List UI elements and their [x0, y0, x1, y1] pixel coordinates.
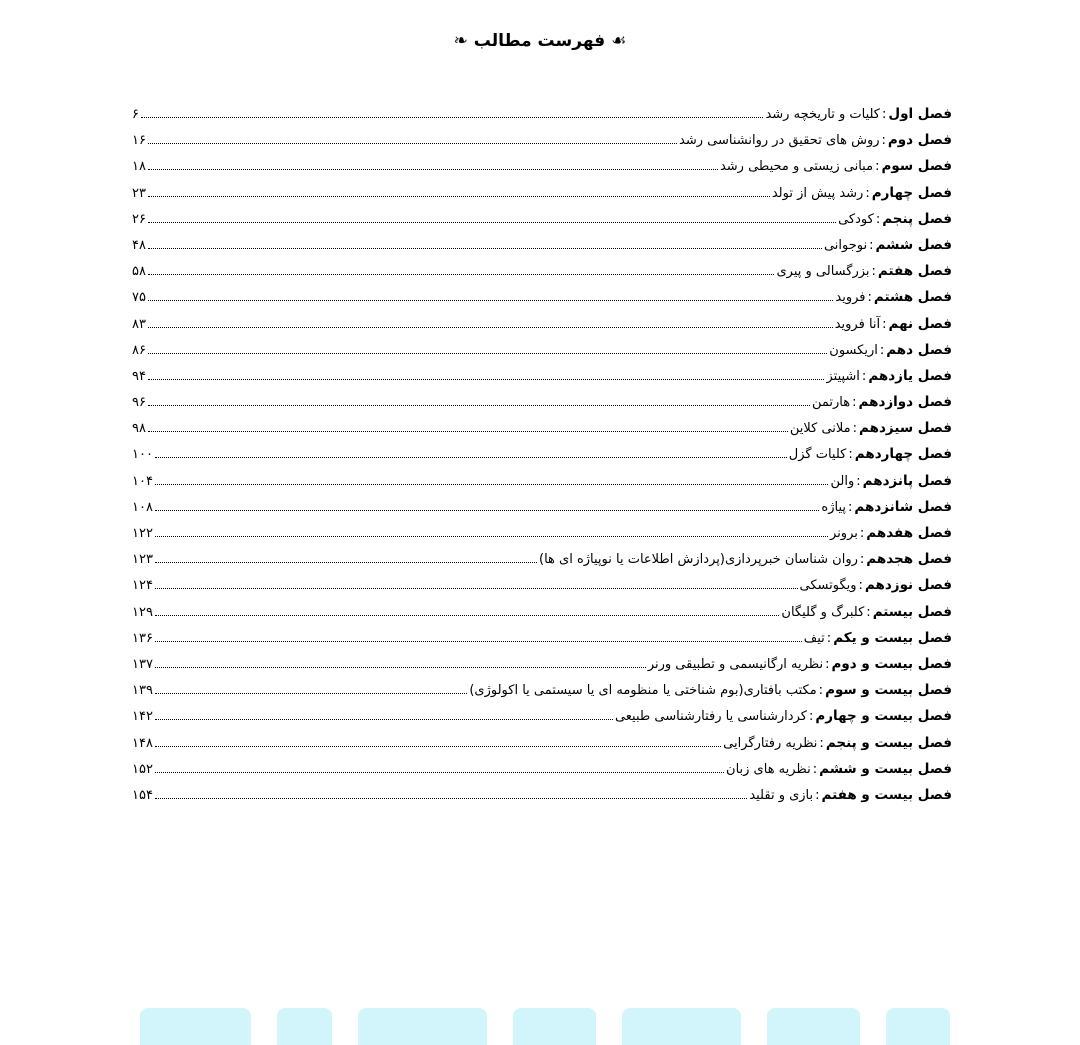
toc-entry[interactable] [132, 761, 952, 787]
chapter-title: رشد پیش از تولد [771, 185, 864, 201]
chapter-title: ویگوتسکی [799, 578, 857, 594]
toc-entry[interactable] [132, 368, 952, 394]
page-number: ۱۲۲ [132, 526, 153, 541]
toc-entry-heading [821, 499, 952, 515]
chapter-title: روش های تحقیق در روانشناسی رشد [679, 133, 880, 149]
chapter-number: فصل دوازدهم [858, 394, 952, 411]
toc-entry-heading [824, 237, 952, 253]
chapter-number: فصل ششم [875, 236, 952, 253]
chapter-number: فصل دهم [886, 341, 952, 358]
toc-entry[interactable] [132, 106, 952, 132]
chapter-title: نظریه رفتارگرایی [723, 735, 818, 751]
toc-entry-heading [790, 420, 952, 436]
chapter-number: فصل هفدهم [866, 525, 952, 541]
toc-entry[interactable] [132, 420, 952, 446]
page-number: ۲۳ [132, 185, 146, 201]
dot-leader [141, 117, 763, 118]
dot-leader [155, 484, 829, 485]
toc-entry-heading [781, 604, 952, 620]
chapter-number: فصل اول [888, 106, 952, 122]
page-number: ۱۳۶ [132, 630, 153, 646]
dot-leader [155, 719, 613, 720]
toc-entry[interactable] [132, 263, 952, 289]
chapter-separator: : [812, 761, 818, 777]
page-number: ۹۴ [132, 368, 146, 384]
chapter-number: فصل هجدهم [866, 551, 952, 568]
toc-entry-heading [469, 682, 952, 698]
dot-leader [155, 457, 787, 458]
chapter-separator: : [818, 683, 824, 699]
dot-leader [148, 222, 836, 223]
chapter-separator: : [856, 473, 861, 489]
page-title-text: فهرست مطالب [473, 31, 606, 51]
page-number: ۱۳۷ [132, 656, 153, 672]
page-number: ۱۸ [132, 159, 146, 175]
dot-leader [148, 169, 718, 170]
dot-leader [155, 798, 747, 799]
chapter-separator: : [848, 447, 853, 463]
chapter-title: نوجوانی [823, 237, 868, 253]
chapter-separator: : [882, 316, 887, 332]
chapter-separator: : [859, 526, 865, 541]
dot-leader [155, 772, 724, 773]
toc-entry[interactable] [132, 211, 952, 237]
chapter-number: فصل بیست و یکم [833, 629, 952, 646]
page-number: ۸۳ [132, 316, 146, 332]
dot-leader [148, 431, 788, 432]
dot-leader [148, 274, 775, 275]
toc-entry[interactable] [132, 473, 952, 499]
background-watermark [140, 1008, 950, 1045]
chapter-separator: : [819, 735, 824, 751]
chapter-separator: : [866, 604, 871, 620]
chapter-title: بزرگسالی و پیری [776, 264, 870, 280]
chapter-number: فصل بیست و چهارم [815, 708, 952, 725]
chapter-separator: : [859, 552, 865, 568]
chapter-separator: : [871, 264, 876, 280]
toc-entry-heading [765, 106, 952, 122]
chapter-separator: : [865, 185, 870, 201]
page-number: ۱۰۴ [132, 473, 153, 489]
dot-leader [155, 588, 798, 589]
toc-entry-heading [648, 656, 952, 672]
dot-leader [148, 405, 810, 406]
dot-leader [155, 536, 828, 537]
chapter-number: فصل پانزدهم [862, 472, 952, 489]
chapter-title: اشپیتز [826, 368, 860, 384]
toc-entry[interactable] [132, 525, 952, 551]
dot-leader [155, 693, 467, 694]
page-number: ۷۵ [132, 290, 146, 306]
chapter-number: فصل دوم [887, 132, 952, 149]
dot-leader [148, 327, 833, 328]
chapter-number: فصل سیزدهم [859, 420, 952, 437]
chapter-separator: : [852, 395, 857, 411]
page-number: ۵۸ [132, 264, 146, 280]
dot-leader [155, 510, 819, 511]
chapter-title: مکتب بافتاری(بوم شناختی یا منظومه ای یا سیستمی یا اکولوژی) [469, 683, 817, 699]
chapter-separator: : [875, 211, 881, 227]
ornament-right-icon: ☙ [611, 31, 627, 51]
dot-leader [155, 641, 802, 642]
toc-entry[interactable] [132, 394, 952, 420]
toc-entry-heading [800, 577, 953, 593]
chapter-title: اریکسون [829, 342, 878, 358]
toc-entry[interactable] [132, 604, 952, 630]
page-number: ۴۸ [132, 237, 146, 253]
toc-entry-heading [826, 368, 952, 384]
chapter-number: فصل هفتم [877, 263, 952, 280]
chapter-number: فصل بیست و سوم [825, 682, 952, 699]
toc-entry[interactable] [132, 656, 952, 682]
dot-leader [155, 562, 537, 563]
chapter-number: فصل هشتم [873, 289, 952, 306]
page-number: ۲۶ [132, 211, 146, 227]
chapter-number: فصل پنجم [882, 210, 952, 227]
page-number: ۹۸ [132, 421, 146, 437]
chapter-title: کردارشناسی یا رفتارشناسی طبیعی [614, 709, 807, 725]
chapter-number: فصل بیست و هفتم [821, 786, 952, 803]
page-number: ۱۵۲ [132, 761, 153, 777]
toc-entry-heading [789, 446, 952, 462]
toc-entry[interactable] [132, 735, 952, 761]
toc-entry[interactable] [132, 185, 952, 211]
page-number: ۶ [132, 107, 139, 122]
chapter-title: پیاژه [821, 499, 847, 515]
chapter-separator: : [879, 342, 885, 358]
toc-entry-heading [829, 342, 952, 358]
dot-leader [155, 615, 779, 616]
chapter-number: فصل شانزدهم [854, 498, 952, 515]
ornament-left-icon: ❧ [453, 31, 468, 51]
chapter-number: فصل بیست و دوم [831, 655, 952, 672]
toc-entry[interactable] [132, 682, 952, 708]
chapter-separator: : [815, 787, 820, 803]
page-number: ۱۰۰ [132, 447, 153, 463]
chapter-number: فصل یازدهم [868, 367, 952, 384]
chapter-title: روان شناسان خبرپردازی(پردازش اطلاعات یا نوپیاژه ای ها) [539, 552, 858, 568]
chapter-title: بازی و تقلید [749, 787, 814, 803]
page-number: ۱۶ [132, 133, 146, 149]
chapter-separator: : [852, 421, 858, 437]
toc-entry-heading [720, 158, 952, 174]
chapter-number: فصل بیست و پنجم [825, 734, 952, 751]
toc-entry[interactable] [132, 787, 952, 813]
chapter-number: فصل بیست و ششم [819, 760, 952, 777]
chapter-title: نظریه های زبان [726, 761, 811, 777]
page-number: ۱۴۲ [132, 709, 153, 725]
chapter-title: مبانی زیستی و محیطی رشد [719, 159, 874, 175]
toc-entry-heading [835, 316, 952, 332]
toc-entry[interactable] [132, 499, 952, 525]
chapter-title: فروید [835, 290, 866, 306]
page-number: ۸۶ [132, 342, 146, 358]
dot-leader [148, 300, 833, 301]
page-number: ۱۲۴ [132, 578, 153, 594]
chapter-title: هارتمن [811, 395, 851, 411]
dot-leader [148, 143, 677, 144]
chapter-separator: : [858, 578, 863, 594]
toc-entry[interactable] [132, 158, 952, 184]
toc-entry[interactable] [132, 551, 952, 577]
chapter-title: کودکی [838, 211, 874, 227]
chapter-separator: : [881, 133, 886, 149]
chapter-number: فصل بیستم [872, 603, 952, 620]
toc-entry-heading [812, 394, 952, 410]
toc-entry[interactable] [132, 132, 952, 158]
dot-leader [155, 746, 721, 747]
page-number: ۱۵۴ [132, 787, 153, 803]
toc-entry[interactable] [132, 708, 952, 734]
page-number: ۹۶ [132, 395, 146, 411]
page-title [0, 31, 1080, 51]
toc-entry-heading [772, 185, 952, 201]
chapter-title: والن [830, 473, 855, 489]
chapter-title: کلیات گزل [788, 447, 847, 463]
page-number: ۱۰۸ [132, 499, 153, 515]
toc-entry-heading [679, 132, 952, 148]
chapter-title: نظریه ارگانیسمی و تطبیقی ورنر [647, 656, 824, 672]
page-number: ۱۳۹ [132, 683, 153, 699]
toc-entry[interactable] [132, 446, 952, 472]
chapter-separator: : [869, 237, 874, 253]
toc-entry[interactable] [132, 289, 952, 315]
toc-entry[interactable] [132, 237, 952, 263]
chapter-number: فصل سوم [881, 158, 952, 175]
toc-entry-heading [830, 473, 952, 489]
dot-leader [148, 248, 822, 249]
dot-leader [155, 667, 646, 668]
chapter-title: برونر [830, 526, 858, 541]
chapter-separator: : [848, 499, 853, 515]
chapter-number: فصل چهارم [871, 184, 952, 201]
toc-entry-heading [749, 787, 952, 803]
chapter-separator: : [825, 656, 830, 672]
toc-entry-heading [835, 289, 952, 305]
chapter-title: کلبرگ و گلیگان [781, 604, 865, 620]
toc-entry[interactable] [132, 630, 952, 656]
dot-leader [148, 196, 770, 197]
toc-entry[interactable] [132, 342, 952, 368]
toc-entry[interactable] [132, 316, 952, 342]
toc-entry-heading [776, 263, 952, 279]
toc-entry[interactable] [132, 577, 952, 603]
chapter-separator: : [861, 368, 867, 384]
page-number: ۱۴۸ [132, 735, 153, 751]
toc-entry-heading [838, 211, 952, 227]
toc-entry-heading [830, 525, 952, 541]
page-number: ۱۲۳ [132, 552, 153, 568]
toc-entry-heading [804, 630, 952, 646]
chapter-title: ملانی کلاین [789, 421, 851, 437]
dot-leader [148, 379, 825, 380]
toc-entry-heading [726, 761, 952, 777]
toc-entry-heading [615, 708, 952, 724]
chapter-separator: : [875, 159, 880, 175]
chapter-number: فصل نهم [888, 315, 952, 332]
chapter-separator: : [881, 107, 887, 122]
page-number: ۱۲۹ [132, 604, 153, 620]
chapter-number: فصل نوزدهم [864, 577, 952, 594]
chapter-title: آنا فروید [834, 316, 881, 332]
toc-entry-heading [539, 551, 952, 567]
toc-entry-heading [723, 735, 952, 751]
chapter-separator: : [826, 630, 832, 646]
dot-leader [148, 353, 827, 354]
chapter-separator: : [808, 709, 814, 725]
chapter-number: فصل چهاردهم [854, 446, 952, 463]
chapter-separator: : [867, 290, 872, 306]
table-of-contents [132, 106, 952, 813]
chapter-title: تیف [803, 630, 825, 646]
chapter-title: کلیات و تاریخچه رشد [765, 107, 880, 122]
